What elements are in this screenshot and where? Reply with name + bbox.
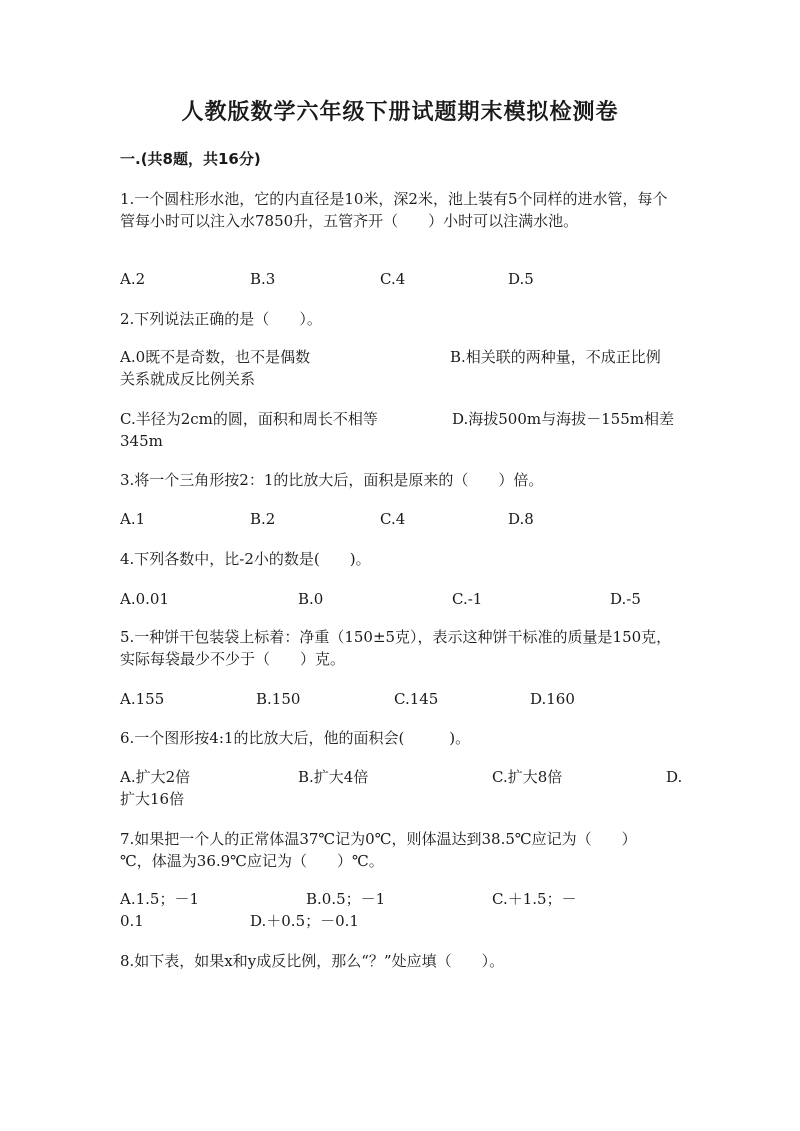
option-c-continued: 0.1 — [120, 912, 144, 930]
option-c: C.-1 — [452, 590, 483, 608]
option-d: D. — [666, 768, 683, 786]
option-d: D.5 — [508, 270, 534, 288]
option-b: B.2 — [250, 510, 276, 528]
section-heading: 一.(共8题，共16分) — [120, 150, 261, 168]
question-7-options-row1 — [120, 888, 690, 910]
question-7-stem-line2: ℃，体温为36.9℃应记为（ ）℃。 — [120, 852, 384, 870]
question-2-options-row2 — [120, 408, 690, 430]
option-b: B.扩大4倍 — [298, 768, 369, 786]
question-2-stem: 2.下列说法正确的是（ ）。 — [120, 310, 322, 328]
option-d: D.＋0.5；－0.1 — [250, 912, 359, 930]
option-c: C.＋1.5；－ — [492, 890, 577, 908]
question-3-options — [120, 508, 690, 530]
question-1-options — [120, 268, 690, 290]
option-d-continued: 345m — [120, 432, 163, 450]
option-a: A.1 — [120, 510, 146, 528]
option-d: D.160 — [530, 690, 575, 708]
option-d: D.海拔500m与海拔－155m相差 — [452, 410, 674, 428]
question-5-stem: 5.一种饼干包装袋上标着：净重（150±5克），表示这种饼干标准的质量是150克，实际每袋最少不少于（ ）克。 — [120, 628, 672, 668]
option-b: B.相关联的两种量，不成正比例 — [450, 348, 661, 366]
option-b: B.0 — [298, 590, 324, 608]
option-c: C.扩大8倍 — [492, 768, 563, 786]
question-8-stem: 8.如下表，如果x和y成反比例，那么“？”处应填（ ）。 — [120, 952, 505, 970]
option-b: B.150 — [256, 690, 301, 708]
option-d-continued: 扩大16倍 — [120, 790, 185, 808]
option-a: A.扩大2倍 — [120, 768, 191, 786]
option-a: A.0.01 — [120, 590, 169, 608]
question-3-stem: 3.将一个三角形按2：1的比放大后，面积是原来的（ ）倍。 — [120, 471, 544, 489]
option-c: C.4 — [380, 510, 406, 528]
option-d: D.-5 — [610, 590, 641, 608]
option-c: C.半径为2cm的圆，面积和周长不相等 — [120, 410, 378, 428]
question-4-stem: 4.下列各数中，比-2小的数是( )。 — [120, 550, 371, 568]
question-2-options-row1 — [120, 346, 690, 368]
question-5-options — [120, 688, 690, 710]
option-d: D.8 — [508, 510, 534, 528]
option-b-continued: 关系就成反比例关系 — [120, 370, 256, 388]
question-1-stem: 1.一个圆柱形水池，它的内直径是10米，深2米，池上装有5个同样的进水管，每个管每小时可以注入水7850升，五管齐开（ ）小时可以注满水池。 — [120, 190, 668, 230]
option-b: B.0.5；－1 — [306, 890, 386, 908]
option-a: A.155 — [120, 690, 165, 708]
question-7-options-row2 — [120, 910, 690, 932]
question-6-options — [120, 766, 690, 788]
option-c: C.4 — [380, 270, 406, 288]
option-a: A.1.5；－1 — [120, 890, 199, 908]
question-7-stem-line1: 7.如果把一个人的正常体温37℃记为0℃，则体温达到38.5℃应记为（ ） — [120, 830, 637, 848]
question-4-options — [120, 588, 690, 610]
option-b: B.3 — [250, 270, 276, 288]
question-6-stem: 6.一个图形按4:1的比放大后，他的面积会( )。 — [120, 729, 471, 747]
option-c: C.145 — [394, 690, 439, 708]
option-a: A.2 — [120, 270, 146, 288]
option-a: A.0既不是奇数，也不是偶数 — [120, 348, 311, 366]
page-title: 人教版数学六年级下册试题期末模拟检测卷 — [181, 100, 619, 125]
